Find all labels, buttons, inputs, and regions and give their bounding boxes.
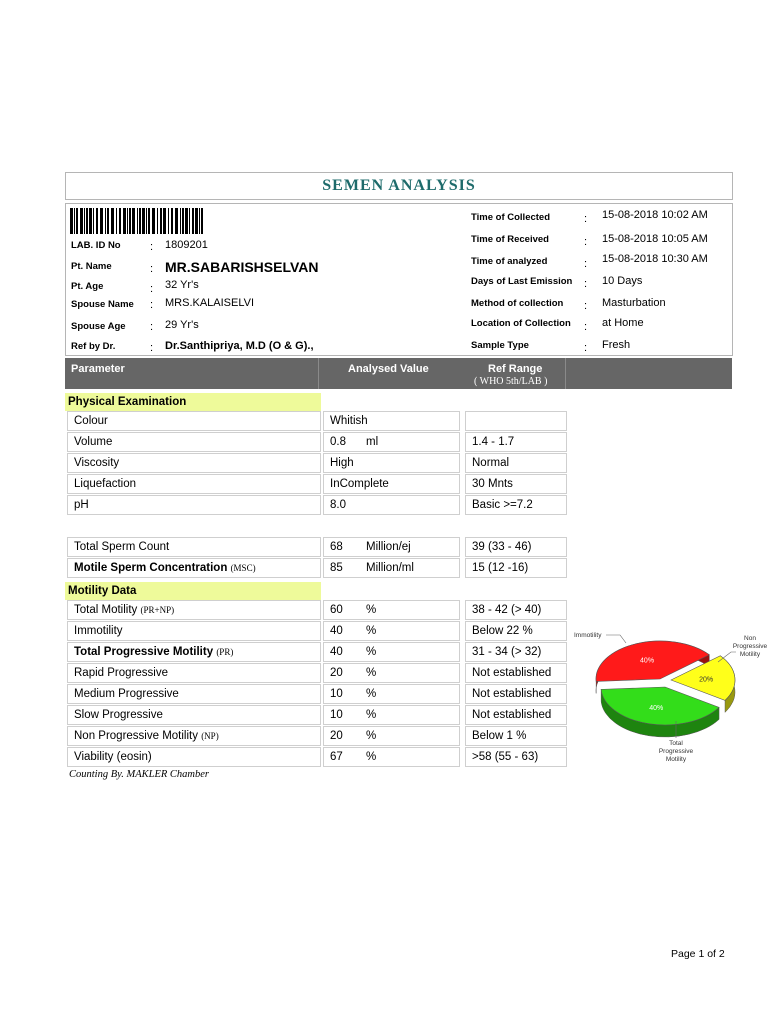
ref-range-value: 15 (12 -16) [472,562,529,574]
barcode-bar [107,208,109,234]
ref-range-cell [465,537,567,557]
analysed-value: Whitish [330,415,368,427]
analysed-value: 8.0 [330,499,346,511]
barcode-bar [93,208,94,234]
ref-range-value: Not established [472,688,552,700]
ref-range-cell [465,432,567,452]
parameter-name: Viability (eosin) [74,751,152,763]
method-label: Method of collection [471,298,564,309]
ref-range-cell [465,684,567,704]
colon: : [584,342,588,354]
barcode-bar [146,208,147,234]
colon: : [584,236,588,248]
location-value: at Home [602,317,644,329]
time-analyzed-value: 15-08-2018 10:30 AM [602,253,708,265]
barcode-bar [182,208,184,234]
analysed-value: 10 [330,688,343,700]
parameter-name: Total Sperm Count [74,541,170,553]
colon: : [150,321,154,333]
sample-type-value: Fresh [602,339,631,351]
spouse-age-value: 29 Yr's [165,319,199,331]
barcode-bar [175,208,178,234]
barcode-bar [195,208,198,234]
time-collected-value: 15-08-2018 10:02 AM [602,209,708,221]
ref-range-cell [465,663,567,683]
unit: % [366,646,377,658]
ref-range-value: Below 22 % [472,625,533,637]
spouse-name-value: MRS.KALAISELVI [165,297,255,309]
pie-leader-line [606,635,626,643]
ref-range-value: 39 (33 - 46) [472,541,532,553]
ref-range-value: >58 (55 - 63) [472,751,539,763]
motility-data-heading: Motility Data [65,582,321,600]
value-cell [323,453,460,473]
analysed-value: 10 [330,709,343,721]
ref-range-value: Not established [472,709,552,721]
barcode-bar [105,208,106,234]
ref-range-cell [465,600,567,620]
barcode-bar [89,208,92,234]
barcode-bar [80,208,83,234]
patient-age-label: Pt. Age [71,281,104,292]
ref-range-value: 31 - 34 (> 32) [472,646,542,658]
ref-range-value: Basic >=7.2 [472,499,533,511]
barcode-bar [201,208,203,234]
colon: : [584,321,588,333]
barcode-bar [163,208,166,234]
unit: % [366,604,377,616]
report-title: SEMEN ANALYSIS [322,177,476,194]
barcode-bar [148,208,150,234]
parameter-abbrev: (PR+NP) [140,605,175,615]
ref-range-value: Normal [472,457,510,469]
colon: : [150,283,154,295]
analysed-value: High [330,457,354,469]
parameter-abbrev: (PR) [216,647,234,657]
barcode-bar [84,208,85,234]
analysed-value: 40 [330,646,343,658]
parameter-cell [67,432,321,452]
parameter-cell [67,411,321,431]
ref-range-cell [465,705,567,725]
pie-data-label: 20% [699,676,714,684]
barcode-bar [157,208,158,234]
parameter-name: Non Progressive Motility [74,730,198,742]
value-cell [323,600,460,620]
ref-range-cell [465,495,567,515]
value-cell [323,642,460,662]
lab-id-value: 1809201 [165,239,208,251]
parameter-cell [67,453,321,473]
barcode-bar [168,208,169,234]
colon: : [584,213,588,225]
value-cell [323,684,460,704]
patient-age-value: 32 Yr's [165,279,199,291]
location-label: Location of Collection [471,318,571,329]
value-cell [323,747,460,767]
barcode-bar [185,208,188,234]
time-analyzed-label: Time of analyzed [471,256,548,267]
unit: ml [366,436,379,448]
barcode-bar [199,208,200,234]
barcode-bar [116,208,117,234]
barcode-bar [74,208,75,234]
unit: % [366,709,377,721]
ref-range-value: 38 - 42 (> 40) [472,604,542,616]
parameter-cell [67,474,321,494]
barcode-bar [127,208,128,234]
parameter-name: Medium Progressive [74,688,179,700]
ref-range-value: 30 Mnts [472,478,513,490]
value-cell [323,726,460,746]
ref-by-label: Ref by Dr. [71,341,116,352]
unit: Million/ml [366,562,414,574]
page-number: Page 1 of 2 [671,948,725,960]
unit: Million/ej [366,541,411,553]
value-cell [323,558,460,578]
barcode-bar [160,208,162,234]
unit: % [366,667,377,679]
table-header [65,358,732,389]
barcode-bar [129,208,131,234]
colon: : [584,300,588,312]
barcode-bar [137,208,138,234]
colon: : [150,342,154,354]
parameter-name: Total Motility [74,604,138,616]
parameter-cell [67,642,321,662]
days-last-emission-value: 10 Days [602,275,643,287]
days-last-emission-label: Days of Last Emission [471,276,573,287]
method-value: Masturbation [602,297,666,309]
parameter-name: pH [74,499,89,511]
parameter-name: Colour [74,415,108,427]
ref-range-value: Not established [472,667,552,679]
barcode-bar [142,208,145,234]
ref-range-cell [465,453,567,473]
barcode-bar [192,208,194,234]
value-cell [323,621,460,641]
value-cell [323,705,460,725]
value-cell [323,537,460,557]
parameter-name: Immotility [74,625,123,637]
counting-method-note: Counting By. MAKLER Chamber [69,769,209,780]
unit: % [366,751,377,763]
time-collected-label: Time of Collected [471,212,551,223]
parameter-cell [67,705,321,725]
lab-id-label: LAB. ID No [71,240,121,251]
barcode-bar [180,208,181,234]
motility-pie-chart [568,625,768,770]
parameter-cell [67,684,321,704]
parameter-name: Total Progressive Motility [74,646,214,658]
unit: % [366,625,377,637]
time-received-label: Time of Received [471,234,549,245]
parameter-name: Viscosity [74,457,120,469]
parameter-cell [67,663,321,683]
colon: : [150,263,154,275]
ref-range-cell [465,747,567,767]
parameter-cell [67,537,321,557]
barcode [70,208,205,234]
spouse-name-label: Spouse Name [71,299,134,310]
value-cell [323,411,460,431]
analysed-value: 20 [330,667,343,679]
analysed-value: 60 [330,604,343,616]
parameter-cell [67,621,321,641]
barcode-bar [86,208,88,234]
analysed-value: 67 [330,751,343,763]
pie-slice-label: Total Progressive Motility [658,740,694,763]
pie-slice-label: Immotility [574,632,602,639]
ref-range-cell [465,411,567,431]
value-cell [323,663,460,683]
colon: : [584,278,588,290]
parameter-name: Liquefaction [74,478,137,490]
barcode-bar [123,208,126,234]
barcode-bar [100,208,103,234]
header-ref-range-sub: ( WHO 5th/LAB ) [474,376,548,387]
parameter-cell [67,600,321,620]
analysed-value: 20 [330,730,343,742]
barcode-bar [152,208,155,234]
barcode-bar [111,208,114,234]
colon: : [584,258,588,270]
barcode-bar [70,208,73,234]
header-parameter: Parameter [71,363,125,375]
barcode-bar [96,208,98,234]
patient-name-label: Pt. Name [71,261,112,272]
barcode-bar [119,208,121,234]
parameter-abbrev: (MSC) [230,563,256,573]
value-cell [323,474,460,494]
barcode-bar [76,208,78,234]
pie-data-label: 40% [640,657,655,665]
time-received-value: 15-08-2018 10:05 AM [602,233,708,245]
analysed-value: 40 [330,625,343,637]
ref-range-value: Below 1 % [472,730,527,742]
header-ref-range: Ref Range [488,363,543,375]
colon: : [150,299,154,311]
parameter-cell [67,747,321,767]
value-cell [323,495,460,515]
pie-slice-label: Non Progressive Motility [732,635,768,658]
analysed-value: 85 [330,562,343,574]
ref-range-cell [465,474,567,494]
pie-data-label: 40% [649,705,664,713]
spouse-age-label: Spouse Age [71,321,126,332]
parameter-cell [67,558,321,578]
unit: % [366,688,377,700]
barcode-bar [132,208,135,234]
parameter-name: Motile Sperm Concentration [74,562,228,574]
ref-range-cell [465,558,567,578]
barcode-bar [171,208,173,234]
value-cell [323,432,460,452]
parameter-name: Volume [74,436,113,448]
ref-range-value: 1.4 - 1.7 [472,436,515,448]
ref-range-cell [465,621,567,641]
barcode-bar [189,208,190,234]
analysed-value: 68 [330,541,343,553]
parameter-name: Rapid Progressive [74,667,168,679]
physical-examination-heading: Physical Examination [65,393,321,411]
ref-by-value: Dr.Santhipriya, M.D (O & G)., [165,340,314,352]
parameter-abbrev: (NP) [201,731,219,741]
colon: : [150,241,154,253]
unit: % [366,730,377,742]
patient-name-value: MR.SABARISHSELVAN [165,259,319,275]
analysed-value: InComplete [330,478,389,490]
barcode-bar [139,208,141,234]
parameter-cell [67,495,321,515]
header-analysed-value: Analysed Value [348,363,429,375]
parameter-name: Slow Progressive [74,709,163,721]
parameter-cell [67,726,321,746]
title-box [65,172,733,200]
sample-type-label: Sample Type [471,340,529,351]
ref-range-cell [465,726,567,746]
ref-range-cell [465,642,567,662]
analysed-value: 0.8 [330,436,346,448]
